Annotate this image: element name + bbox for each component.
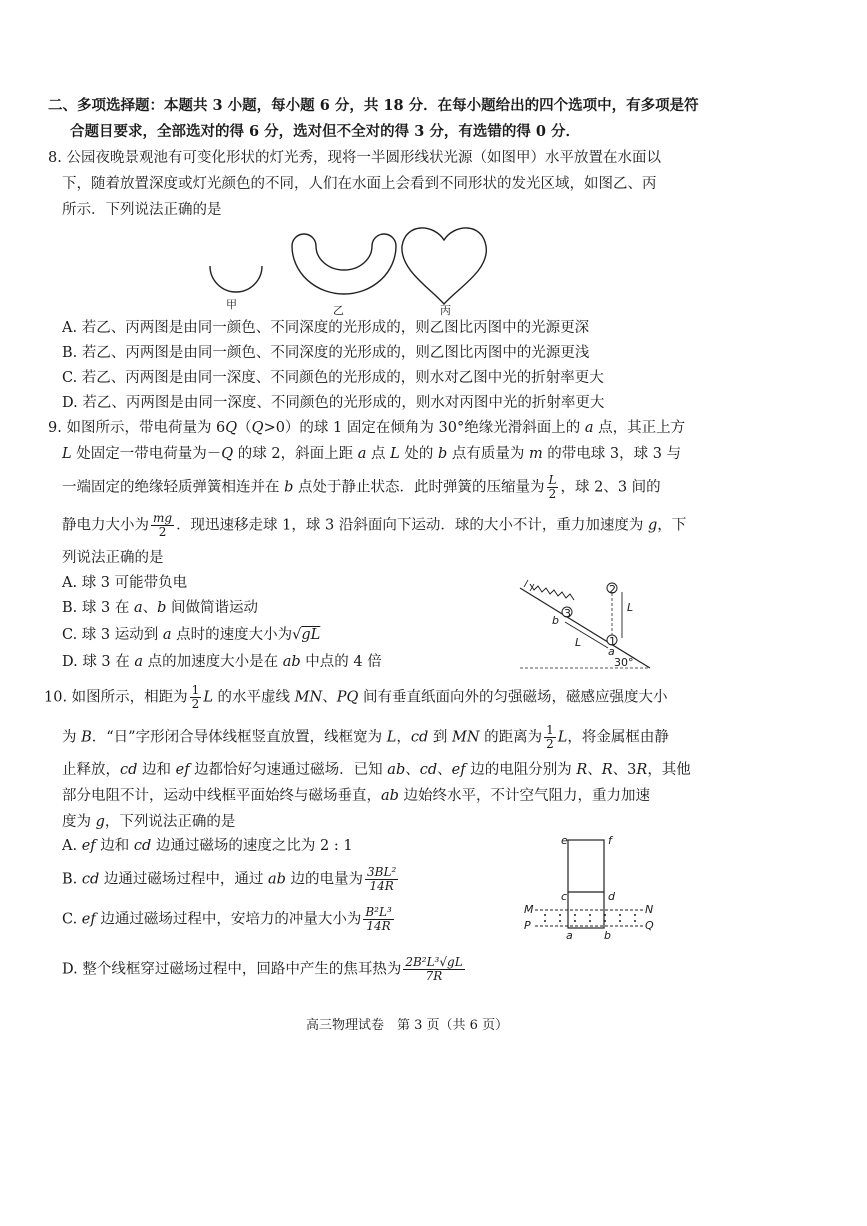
section-heading-line1: 二、多项选择题：本题共 3 小题，每小题 6 分，共 18 分．在每小题给出的四个选项中，有多项是符 bbox=[48, 97, 699, 114]
q8-stem-line1: 8. 公园夜晚景观池有可变化形状的灯光秀，现将一半圆形线状光源（如图甲）水平放置在水面以 bbox=[48, 150, 661, 166]
q10-stem-line1: 10. 如图所示，相距为 $\frac{1}{2}$ L 的水平虚线 MN、PQ 间有垂直纸面向外的匀强磁场，磁感应强度大小 bbox=[44, 683, 668, 711]
q8-shape-yi bbox=[292, 234, 396, 294]
q9-stem-line2: L 处固定一带电荷量为－Q 的球 2，斜面上距 a 点 L 处的 b 点有质量为 m 的带电球 3，球 3 与 bbox=[62, 446, 682, 462]
sqrt-sign: √ bbox=[292, 627, 302, 643]
q8-label-yi: 乙 bbox=[333, 304, 344, 317]
q9-stem-line1: 9. 如图所示，带电荷量为 6Q（Q>0）的球 1 固定在倾角为 30°绝缘光滑斜面上的 a 点，其正上方 bbox=[48, 420, 686, 436]
q9-stem-line4: 静电力大小为 $\frac{mg}{2}$ ．现迅速移走球 1，球 3 沿斜面向下运动．球的大小不计，重力加速度为 g，下 bbox=[62, 511, 687, 539]
q9-fig-b-label: b bbox=[552, 614, 559, 627]
q10-fig-d: d bbox=[608, 890, 615, 903]
q9-option-d: D. 球 3 在 a 点的加速度大小是在 ab 中点的 4 倍 bbox=[62, 654, 382, 670]
q9-frac-l-over-2: $\frac{L}{2}$ bbox=[548, 473, 557, 501]
q10-option-b: B. cd 边通过磁场过程中，通过 ab 边的电量为 $\frac{\text{3BL²}}{14R}$ bbox=[62, 865, 397, 893]
q10-fig-N: N bbox=[645, 903, 654, 916]
q8-label-bing: 丙 bbox=[440, 304, 451, 317]
q10-fig-a: a bbox=[566, 929, 573, 942]
q8-option-c: C. 若乙、丙两图是由同一深度、不同颜色的光形成的，则水对乙图中光的折射率更大 bbox=[62, 370, 604, 386]
q10-option-c: C. ef 边通过磁场过程中，安培力的冲量大小为 $\frac{\text{B²L³}}{14R}$ bbox=[62, 905, 392, 933]
q10-fig-e: e bbox=[561, 834, 568, 847]
q8-label-jia: 甲 bbox=[226, 298, 237, 311]
q10-option-a: A. ef 边和 cd 边通过磁场的速度之比为 2 : 1 bbox=[62, 838, 353, 854]
page-footer: 高三物理试卷 第 3 页（共 6 页） bbox=[306, 1018, 509, 1033]
q9-frac-mg-over-2: $\frac{mg}{2}$ bbox=[153, 511, 173, 539]
q9-fig-angle-label: 30° bbox=[614, 656, 634, 669]
q9-figure bbox=[510, 570, 660, 672]
q10-fig-Q: Q bbox=[645, 919, 654, 932]
q9-fig-L-vertical: L bbox=[627, 601, 634, 614]
incline-hatch bbox=[524, 580, 534, 591]
q9-fig-a-label: a bbox=[608, 645, 615, 658]
q10-optd-fraction: $\frac{\text{2B²L³√gL}}{7R}$ bbox=[405, 955, 463, 983]
q9-option-a: A. 球 3 可能带负电 bbox=[62, 575, 188, 591]
q10-fig-c: c bbox=[561, 890, 568, 903]
q10-fig-f: f bbox=[608, 834, 612, 847]
q10-optc-fraction: $\frac{\text{B²L³}}{14R}$ bbox=[365, 905, 392, 933]
q10-frac-half-2: $\frac{1}{2}$ bbox=[546, 723, 554, 751]
q10-stem-line4: 部分电阻不计，运动中线框平面始终与磁场垂直，ab 边始终水平，不计空气阻力，重力加速 bbox=[62, 788, 651, 804]
q10-option-d: D. 整个线框穿过磁场过程中，回路中产生的焦耳热为 $\frac{\text{2B²L³√gL}}{7R}$ bbox=[62, 955, 463, 983]
section-heading-line2: 合题目要求，全部选对的得 6 分，选对但不全对的得 3 分，有选错的得 0 分． bbox=[70, 123, 581, 140]
q9-stem-line5: 列说法正确的是 bbox=[62, 550, 164, 566]
q8-stem-line3: 所示．下列说法正确的是 bbox=[62, 202, 222, 218]
q8-figure bbox=[200, 218, 500, 308]
q9-fig-ball1-label: 1 bbox=[609, 635, 616, 648]
q9-stem-line3: 一端固定的绝缘轻质弹簧相连并在 b 点处于静止状态．此时弹簧的压缩量为 $\frac{L}{2}$ ，球 2、3 间的 bbox=[62, 473, 661, 501]
frame-outline bbox=[568, 840, 604, 928]
q8-semicircle-jia bbox=[210, 266, 262, 292]
q8-stem-line2: 下，随着放置深度或灯光颜色的不同，人们在水面上会看到不同形状的发光区域，如图乙、丙 bbox=[62, 176, 657, 192]
q10-stem-line2: 为 B．“日”字形闭合导体线框竖直放置，线框宽为 L，cd 到 MN 的距离为 $\frac{1}{2}$ L，将金属框由静 bbox=[62, 723, 669, 751]
q10-figure bbox=[525, 835, 655, 940]
L-arrow-incline bbox=[565, 622, 608, 648]
q10-stem-line5: 度为 g，下列说法正确的是 bbox=[62, 814, 236, 830]
q8-option-d: D. 若乙、丙两图是由同一深度、不同颜色的光形成的，则水对丙图中光的折射率更大 bbox=[62, 395, 605, 411]
q8-option-a: A. 若乙、丙两图是由同一颜色、不同深度的光形成的，则乙图比丙图中的光源更深 bbox=[62, 320, 590, 336]
q8-shape-bing bbox=[402, 228, 486, 304]
q10-frac-half: $\frac{1}{2}$ bbox=[191, 683, 200, 711]
q9-fig-L-incline: L bbox=[575, 636, 582, 649]
q10-fig-P: P bbox=[524, 919, 531, 932]
q9-fig-ball3-label: 3 bbox=[564, 607, 571, 620]
q8-option-b: B. 若乙、丙两图是由同一颜色、不同深度的光形成的，则乙图比丙图中的光源更浅 bbox=[62, 345, 590, 361]
q9-fig-ball2-label: 2 bbox=[609, 583, 616, 596]
field-dots bbox=[544, 914, 636, 922]
q10-fig-b: b bbox=[604, 929, 611, 942]
q10-optb-fraction: $\frac{\text{3BL²}}{14R}$ bbox=[367, 865, 397, 893]
q9-option-c: C. 球 3 运动到 a 点时的速度大小为√gL bbox=[62, 627, 321, 643]
q9-option-b: B. 球 3 在 a、b 间做简谐运动 bbox=[62, 600, 258, 616]
q10-stem-line3: 止释放，cd 边和 ef 边都恰好匀速通过磁场．已知 ab、cd、ef 边的电阻分别为 R、R、3R，其他 bbox=[62, 762, 691, 778]
q10-fig-M: M bbox=[524, 903, 534, 916]
